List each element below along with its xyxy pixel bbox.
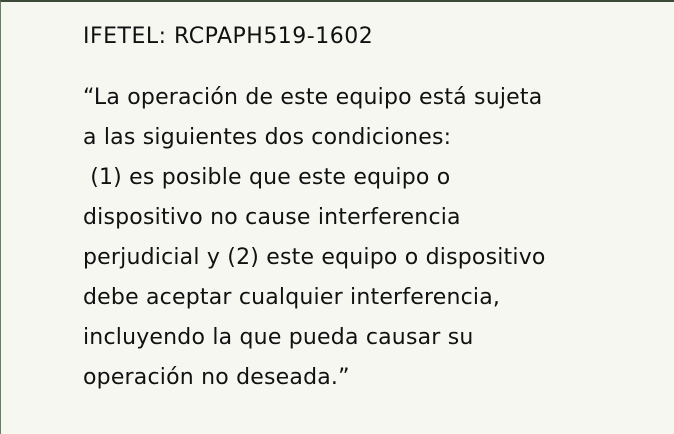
paragraph-line: dispositivo no cause interferencia	[83, 204, 461, 230]
paragraph-line: operación no deseada.”	[83, 364, 350, 390]
paragraph-line: (1) es posible que este equipo o	[83, 164, 451, 190]
page-title: IFETEL: RCPAPH519-1602	[83, 24, 374, 49]
paragraph-line: incluyendo la que pueda causar su	[83, 324, 474, 350]
paragraph-line: “La operación de este equipo está sujeta	[83, 84, 543, 110]
paragraph-line: perjudicial y (2) este equipo o dispositivo	[83, 244, 546, 270]
paragraph-line: a las siguientes dos condiciones:	[83, 124, 452, 150]
paragraph-line: debe aceptar cualquier interferencia,	[83, 284, 501, 310]
compliance-paragraph	[83, 78, 634, 398]
